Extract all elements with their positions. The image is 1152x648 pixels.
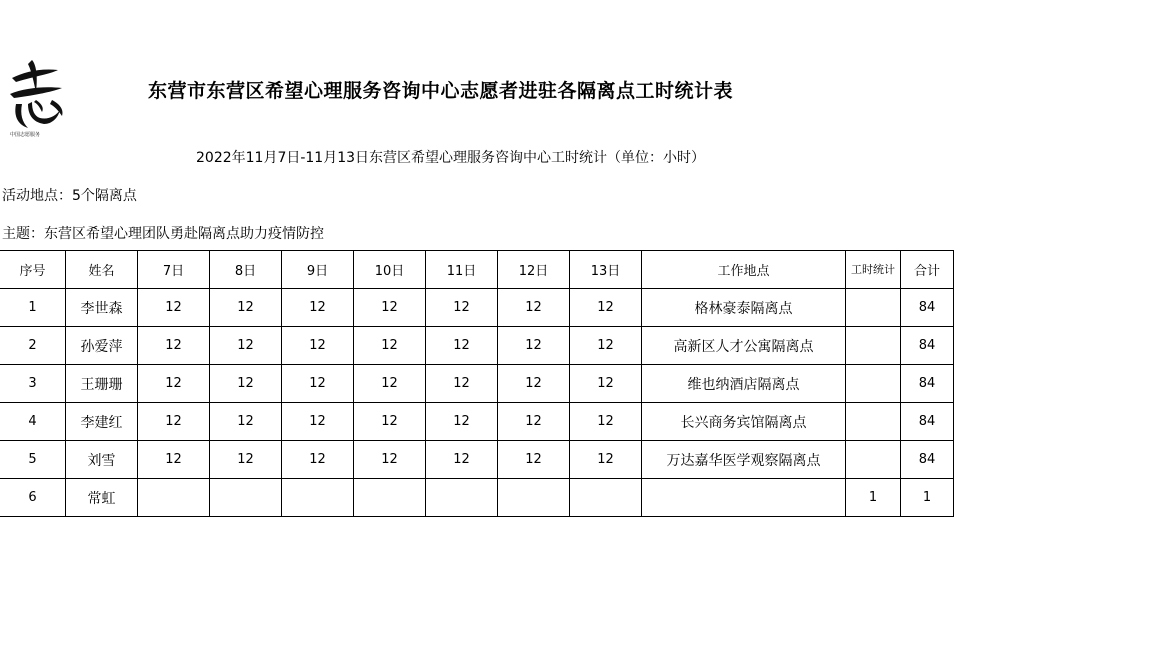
cell-day-9: 12	[282, 327, 354, 365]
cell-day-13: 12	[570, 327, 642, 365]
cell-work-site: 格林豪泰隔离点	[642, 289, 846, 327]
cell-day-12: 12	[498, 403, 570, 441]
cell-day-7: 12	[138, 365, 210, 403]
header-total: 合计	[901, 251, 954, 289]
cell-day-12: 12	[498, 289, 570, 327]
hours-table	[0, 250, 954, 517]
cell-day-10: 12	[354, 403, 426, 441]
header-day-9: 9日	[282, 251, 354, 289]
cell-index: 3	[0, 365, 66, 403]
cell-day-9: 12	[282, 441, 354, 479]
cell-day-11	[426, 479, 498, 517]
cell-day-9: 12	[282, 365, 354, 403]
volunteer-logo-mark	[6, 58, 66, 140]
cell-total: 84	[901, 403, 954, 441]
cell-day-10: 12	[354, 365, 426, 403]
cell-work-site: 维也纳酒店隔离点	[642, 365, 846, 403]
cell-day-11: 12	[426, 289, 498, 327]
cell-hours-stat	[846, 289, 901, 327]
cell-day-9	[282, 479, 354, 517]
cell-total: 84	[901, 327, 954, 365]
volunteer-logo	[6, 58, 66, 140]
cell-name: 王珊珊	[66, 365, 138, 403]
cell-day-9: 12	[282, 403, 354, 441]
cell-hours-stat	[846, 327, 901, 365]
header-day-8: 8日	[210, 251, 282, 289]
cell-day-10: 12	[354, 327, 426, 365]
cell-name: 常虹	[66, 479, 138, 517]
cell-name: 刘雪	[66, 441, 138, 479]
cell-day-8: 12	[210, 365, 282, 403]
cell-name: 李世森	[66, 289, 138, 327]
cell-work-site: 长兴商务宾馆隔离点	[642, 403, 846, 441]
cell-day-12	[498, 479, 570, 517]
cell-hours-stat: 1	[846, 479, 901, 517]
logo-caption: 中国志愿服务	[10, 132, 41, 138]
activity-location: 活动地点：5个隔离点	[2, 188, 137, 204]
header-work-site: 工作地点	[642, 251, 846, 289]
cell-total: 84	[901, 441, 954, 479]
cell-hours-stat	[846, 365, 901, 403]
cell-day-11: 12	[426, 441, 498, 479]
cell-total: 84	[901, 289, 954, 327]
header-hours-stat: 工时统计	[846, 251, 901, 289]
cell-day-13: 12	[570, 403, 642, 441]
table-row	[0, 403, 954, 441]
page-title: 东营市东营区希望心理服务咨询中心志愿者进驻各隔离点工时统计表	[148, 80, 734, 102]
cell-total: 1	[901, 479, 954, 517]
cell-day-10: 12	[354, 441, 426, 479]
cell-day-12: 12	[498, 365, 570, 403]
cell-day-13: 12	[570, 289, 642, 327]
cell-work-site: 万达嘉华医学观察隔离点	[642, 441, 846, 479]
table-row	[0, 327, 954, 365]
cell-day-12: 12	[498, 441, 570, 479]
table-row	[0, 479, 954, 517]
cell-index: 6	[0, 479, 66, 517]
header-index: 序号	[0, 251, 66, 289]
header-day-7: 7日	[138, 251, 210, 289]
table-row	[0, 365, 954, 403]
cell-day-12: 12	[498, 327, 570, 365]
header-day-10: 10日	[354, 251, 426, 289]
page-subtitle: 2022年11月7日-11月13日东营区希望心理服务咨询中心工时统计（单位：小时）	[196, 150, 706, 166]
cell-work-site	[642, 479, 846, 517]
cell-day-7: 12	[138, 403, 210, 441]
cell-day-11: 12	[426, 365, 498, 403]
cell-day-8	[210, 479, 282, 517]
cell-day-11: 12	[426, 403, 498, 441]
header-day-12: 12日	[498, 251, 570, 289]
cell-day-7: 12	[138, 327, 210, 365]
cell-day-8: 12	[210, 289, 282, 327]
cell-day-10: 12	[354, 289, 426, 327]
activity-theme: 主题：东营区希望心理团队勇赴隔离点助力疫情防控	[2, 226, 324, 242]
cell-index: 1	[0, 289, 66, 327]
table-row	[0, 289, 954, 327]
cell-day-8: 12	[210, 441, 282, 479]
cell-index: 5	[0, 441, 66, 479]
cell-total: 84	[901, 365, 954, 403]
cell-day-8: 12	[210, 403, 282, 441]
cell-day-7	[138, 479, 210, 517]
cell-day-7: 12	[138, 289, 210, 327]
header-name: 姓名	[66, 251, 138, 289]
cell-day-10	[354, 479, 426, 517]
cell-day-13: 12	[570, 365, 642, 403]
header-day-13: 13日	[570, 251, 642, 289]
cell-day-8: 12	[210, 327, 282, 365]
table-header-row	[0, 251, 954, 289]
cell-day-13	[570, 479, 642, 517]
cell-work-site: 高新区人才公寓隔离点	[642, 327, 846, 365]
cell-day-13: 12	[570, 441, 642, 479]
cell-name: 孙爱萍	[66, 327, 138, 365]
cell-day-9: 12	[282, 289, 354, 327]
cell-index: 2	[0, 327, 66, 365]
cell-hours-stat	[846, 441, 901, 479]
cell-hours-stat	[846, 403, 901, 441]
cell-day-11: 12	[426, 327, 498, 365]
cell-name: 李建红	[66, 403, 138, 441]
header-day-11: 11日	[426, 251, 498, 289]
cell-day-7: 12	[138, 441, 210, 479]
cell-index: 4	[0, 403, 66, 441]
table-row	[0, 441, 954, 479]
